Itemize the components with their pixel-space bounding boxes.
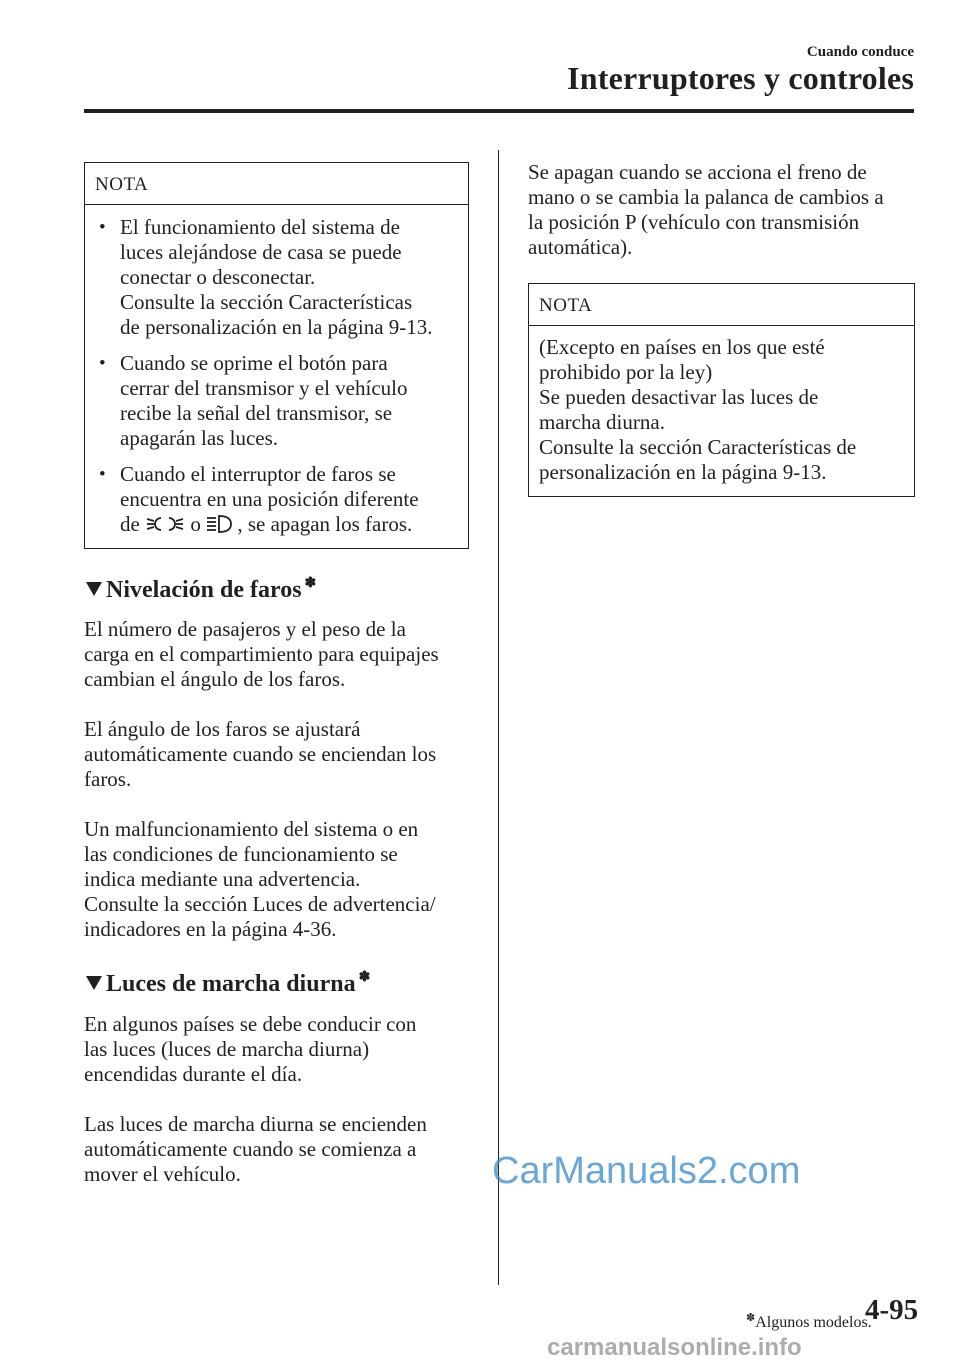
section-title-text: Luces de marcha diurna: [106, 971, 356, 997]
watermark-carmanuals: CarManuals2.com: [492, 1150, 801, 1192]
running-header-title: Interruptores y controles: [567, 60, 914, 96]
text-line: automáticamente cuando se comienza a: [84, 1137, 417, 1161]
text-line: El número de pasajeros y el peso de la: [84, 617, 406, 641]
triangle-marker-icon: [86, 582, 102, 596]
note-box-1: [84, 162, 469, 549]
text-line: automáticamente cuando se enciendan los: [84, 742, 437, 766]
header-rule: [84, 109, 914, 113]
text-line: Se pueden desactivar las luces de: [539, 385, 819, 409]
text-line: • El funcionamiento del sistema de: [120, 215, 400, 239]
footnote-text: Algunos modelos.: [755, 1314, 872, 1331]
page-number: 4-95: [865, 1294, 919, 1326]
note-bullet: [97, 462, 460, 537]
asterisk-icon: ✽: [746, 1312, 756, 1324]
section-title-nivelacion: [86, 575, 316, 604]
text-line: la posición P (vehículo con transmisión: [528, 210, 860, 234]
text-line: prohibido por la ley): [539, 360, 713, 384]
paragraph: [84, 1112, 427, 1187]
text-line: Consulte la sección Luces de advertencia/: [84, 892, 436, 916]
text-fragment: o: [190, 512, 201, 536]
running-header-section: Cuando conduce: [806, 44, 914, 60]
note-body: [85, 205, 468, 537]
footer-footnote: [746, 1311, 872, 1332]
text-line: (Excepto en países en los que esté: [539, 335, 825, 359]
note-body: [529, 326, 914, 485]
parking-light-icon: [145, 514, 185, 534]
text-line: recibe la señal del transmisor, se: [120, 401, 393, 425]
text-line: de personalización en la página 9-13.: [120, 315, 433, 339]
text-line: encendidas durante el día.: [84, 1062, 303, 1086]
note-heading: NOTA: [85, 163, 468, 205]
text-line: mover el vehículo.: [84, 1162, 241, 1186]
note-heading: NOTA: [529, 284, 914, 326]
text-line: las luces (luces de marcha diurna): [84, 1037, 370, 1061]
asterisk-icon: ✽: [358, 970, 371, 985]
text-line: [120, 512, 460, 537]
headlight-icon: [206, 514, 232, 534]
text-fragment: , se apagan los faros.: [237, 512, 413, 536]
text-line: cambian el ángulo de los faros.: [84, 667, 346, 691]
triangle-marker-icon: [86, 976, 102, 990]
note-bullet: [97, 215, 460, 340]
section-title-diurna: [86, 969, 370, 998]
paragraph: [84, 1012, 416, 1087]
text-line: Las luces de marcha diurna se encienden: [84, 1112, 427, 1136]
text-line: Consulte la sección Características de: [539, 435, 857, 459]
text-line: • Cuando se oprime el botón para: [120, 351, 388, 375]
text-line: cerrar del transmisor y el vehículo: [120, 376, 408, 400]
text-line: personalización en la página 9-13.: [539, 460, 827, 484]
text-fragment: de: [120, 512, 140, 536]
watermark-online: carmanualsonline.info: [547, 1334, 802, 1361]
text-line: Consulte la sección Características: [120, 290, 413, 314]
text-line: El ángulo de los faros se ajustará: [84, 717, 361, 741]
column-divider: [498, 150, 499, 1285]
paragraph: [84, 617, 439, 692]
text-line: luces alejándose de casa se puede: [120, 240, 402, 264]
text-line: las condiciones de funcionamiento se: [84, 842, 398, 866]
paragraph: [84, 817, 436, 942]
note-bullet: [97, 351, 460, 451]
text-line: apagarán las luces.: [120, 426, 279, 450]
text-line: marcha diurna.: [539, 410, 665, 434]
asterisk-icon: ✽: [304, 576, 317, 591]
note-box-2: [528, 283, 915, 497]
text-line: indica mediante una advertencia.: [84, 867, 361, 891]
text-line: mano o se cambia la palanca de cambios a: [528, 185, 884, 209]
text-line: faros.: [84, 767, 132, 791]
text-line: carga en el compartimiento para equipajes: [84, 642, 439, 666]
text-line: conectar o desconectar.: [120, 265, 316, 289]
text-line: Un malfuncionamiento del sistema o en: [84, 817, 419, 841]
section-title-text: Nivelación de faros: [106, 577, 302, 603]
text-line: indicadores en la página 4-36.: [84, 917, 337, 941]
paragraph: [84, 717, 436, 792]
text-line: automática).: [528, 235, 633, 259]
text-line: encuentra en una posición diferente: [120, 487, 419, 511]
text-line: En algunos países se debe conducir con: [84, 1012, 417, 1036]
text-line: • Cuando el interruptor de faros se: [120, 462, 396, 486]
text-line: Se apagan cuando se acciona el freno de: [528, 160, 867, 184]
paragraph: [528, 160, 884, 260]
